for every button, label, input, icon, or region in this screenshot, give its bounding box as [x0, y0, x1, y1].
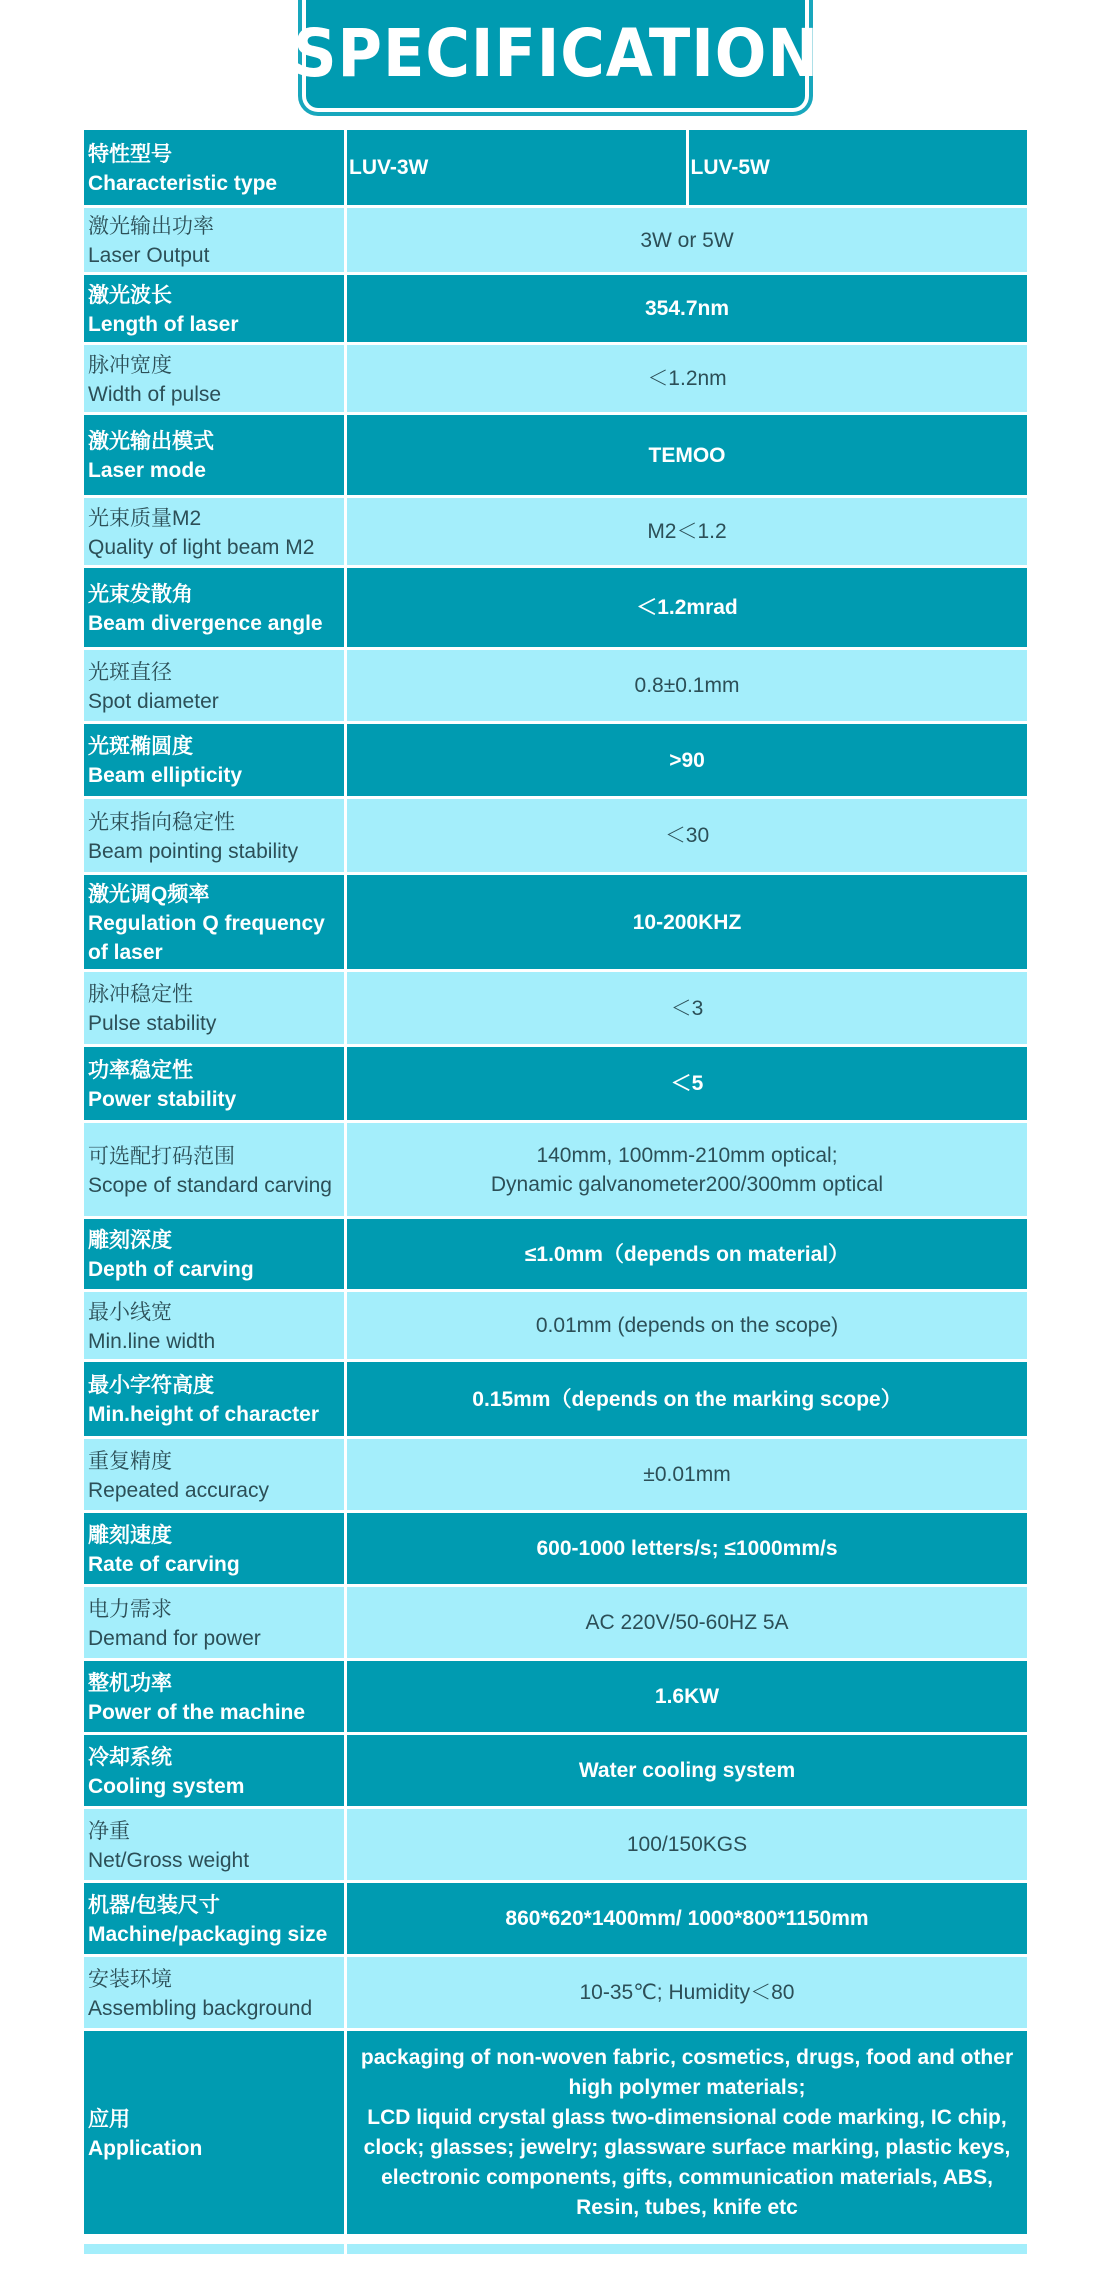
- table-row: [84, 1362, 1027, 1439]
- row-label-cn: 重复精度: [88, 1449, 172, 1473]
- table-row: [84, 2031, 1027, 2237]
- table-row: [84, 1735, 1027, 1809]
- row-value: packaging of non-woven fabric, cosmetics, drugs, food and other high polymer materials; LCD liquid crystal glass two-dimensional code marking, IC chip, clock; glasses; jewelry; glassware surface marking, plastic keys, electronic components, gifts, communication materials, ABS, Resin, tubes, knife etc: [344, 2031, 1027, 2234]
- row-value: 0.15mm（depends on the marking scope）: [344, 1362, 1027, 1436]
- row-value: >90: [344, 724, 1027, 796]
- row-value: 354.7nm: [344, 275, 1027, 342]
- table-row: [84, 972, 1027, 1047]
- row-label-cn: 光束发散角: [88, 582, 193, 606]
- row-label-en: Width of pulse: [88, 382, 222, 406]
- row-label-cn: 光斑直径: [88, 660, 172, 684]
- row-label-en: Application: [88, 2136, 203, 2160]
- row-value: 0.01mm (depends on the scope): [344, 1292, 1027, 1359]
- table-row: [84, 345, 1027, 415]
- table-row: [84, 415, 1027, 498]
- row-value: AC 220V/50-60HZ 5A: [344, 1587, 1027, 1658]
- row-label-en: Power stability: [88, 1087, 237, 1111]
- table-row: [84, 1661, 1027, 1735]
- row-value: ＜5: [344, 1047, 1027, 1120]
- row-label-cn: 激光波长: [88, 283, 172, 307]
- row-label-en: Laser mode: [88, 459, 206, 482]
- model-col-2: LUV-5W: [686, 130, 1028, 205]
- row-label-en: Pulse stability: [88, 1012, 217, 1035]
- row-label-en: Min.height of character: [88, 1403, 320, 1426]
- row-value: ±0.01mm: [344, 1439, 1027, 1510]
- table-row: [84, 1513, 1027, 1587]
- row-label-cn: 雕刻速度: [88, 1523, 172, 1547]
- row-value: 1.6KW: [344, 1661, 1027, 1732]
- table-row: [84, 724, 1027, 799]
- title-banner: [292, 0, 819, 112]
- row-label-en: Beam pointing stability: [88, 839, 299, 863]
- table-row: [84, 1292, 1027, 1362]
- table-row: [84, 498, 1027, 568]
- row-label-cn: 光束指向稳定性: [88, 810, 235, 834]
- table-header-row: [84, 130, 1027, 208]
- row-label-cn: 脉冲宽度: [88, 353, 172, 377]
- table-row: [84, 1883, 1027, 1957]
- row-label-en: Beam ellipticity: [88, 764, 243, 787]
- table-row: [84, 275, 1027, 345]
- table-bottom-strip: [84, 2244, 1027, 2254]
- row-label-en: Cooling system: [88, 1774, 245, 1798]
- row-value: Water cooling system: [344, 1735, 1027, 1806]
- row-value: 0.8±0.1mm: [344, 650, 1027, 721]
- model-col-1: LUV-3W: [349, 156, 429, 179]
- row-value: ＜3: [344, 972, 1027, 1044]
- row-label-en: Spot diameter: [88, 689, 219, 713]
- table-row: [84, 1219, 1027, 1292]
- row-label-cn: 脉冲稳定性: [88, 983, 193, 1006]
- row-label-en: Scope of standard carving: [88, 1173, 332, 1197]
- row-value: ≤1.0mm（depends on material）: [344, 1219, 1027, 1289]
- row-label-cn: 电力需求: [88, 1597, 172, 1621]
- row-label-cn: 光束质量M2: [88, 506, 202, 530]
- row-label-en: Demand for power: [88, 1626, 261, 1650]
- row-label-cn: 激光输出功率: [88, 215, 214, 238]
- row-label-en: Beam divergence angle: [88, 611, 323, 635]
- row-label-en: Regulation Q frequency of laser: [88, 911, 325, 964]
- row-value: 10-200KHZ: [344, 875, 1027, 969]
- table-row: [84, 208, 1027, 275]
- row-label-cn: 功率稳定性: [88, 1058, 193, 1082]
- row-value: 140mm, 100mm-210mm optical; Dynamic galvanometer200/300mm optical: [344, 1123, 1027, 1216]
- row-label-cn: 光斑椭圆度: [88, 735, 193, 758]
- row-label-cn: 最小字符高度: [88, 1374, 214, 1397]
- row-value: 3W or 5W: [344, 208, 1027, 272]
- page-title: SPECIFICATION: [292, 15, 819, 92]
- header-label-cn: 特性型号: [88, 142, 172, 166]
- row-label-cn: 最小线宽: [88, 1300, 172, 1324]
- row-value: ＜1.2nm: [344, 345, 1027, 412]
- table-row: [84, 875, 1027, 972]
- row-label-cn: 净重: [88, 1819, 130, 1843]
- header-models: [344, 130, 1027, 205]
- row-label-en: Net/Gross weight: [88, 1848, 250, 1872]
- row-label-cn: 冷却系统: [88, 1745, 172, 1769]
- row-value: 600-1000 letters/s; ≤1000mm/s: [344, 1513, 1027, 1584]
- table-row: [84, 650, 1027, 724]
- row-label-en: Laser Output: [88, 244, 210, 267]
- row-label-en: Min.line width: [88, 1329, 216, 1353]
- row-label-cn: 机器/包装尺寸: [88, 1893, 220, 1917]
- row-label-en: Repeated accuracy: [88, 1478, 269, 1502]
- row-value: ＜30: [344, 799, 1027, 872]
- table-row: [84, 1957, 1027, 2031]
- row-label-en: Depth of carving: [88, 1258, 254, 1281]
- row-label-cn: 激光输出模式: [88, 430, 214, 453]
- table-row: [84, 1439, 1027, 1513]
- table-row: [84, 799, 1027, 875]
- table-row: [84, 1809, 1027, 1883]
- row-label-en: Rate of carving: [88, 1552, 240, 1576]
- row-label-cn: 激光调Q频率: [88, 882, 210, 906]
- row-label-cn: 整机功率: [88, 1671, 172, 1695]
- row-label-en: Length of laser: [88, 312, 239, 336]
- row-value: M2＜1.2: [344, 498, 1027, 565]
- row-value: 10-35℃; Humidity＜80: [344, 1957, 1027, 2028]
- table-row: [84, 568, 1027, 650]
- row-label-cn: 雕刻深度: [88, 1229, 172, 1252]
- row-value: 100/150KGS: [344, 1809, 1027, 1880]
- row-label-en: Assembling background: [88, 1996, 313, 2020]
- row-label-cn: 应用: [88, 2107, 130, 2131]
- table-row: [84, 1047, 1027, 1123]
- table-row: [84, 1587, 1027, 1661]
- row-value: TEMOO: [344, 415, 1027, 495]
- row-label-cn: 可选配打码范围: [88, 1144, 235, 1168]
- row-value: ＜1.2mrad: [344, 568, 1027, 647]
- row-label-en: Power of the machine: [88, 1700, 306, 1724]
- row-label-cn: 安装环境: [88, 1967, 172, 1991]
- row-value: 860*620*1400mm/ 1000*800*1150mm: [344, 1883, 1027, 1954]
- table-row: [84, 1123, 1027, 1219]
- header-label-en: Characteristic type: [88, 171, 278, 195]
- row-label-en: Quality of light beam M2: [88, 535, 315, 559]
- row-label-en: Machine/packaging size: [88, 1922, 328, 1946]
- header-label: [84, 130, 344, 205]
- spec-table: [84, 130, 1027, 2237]
